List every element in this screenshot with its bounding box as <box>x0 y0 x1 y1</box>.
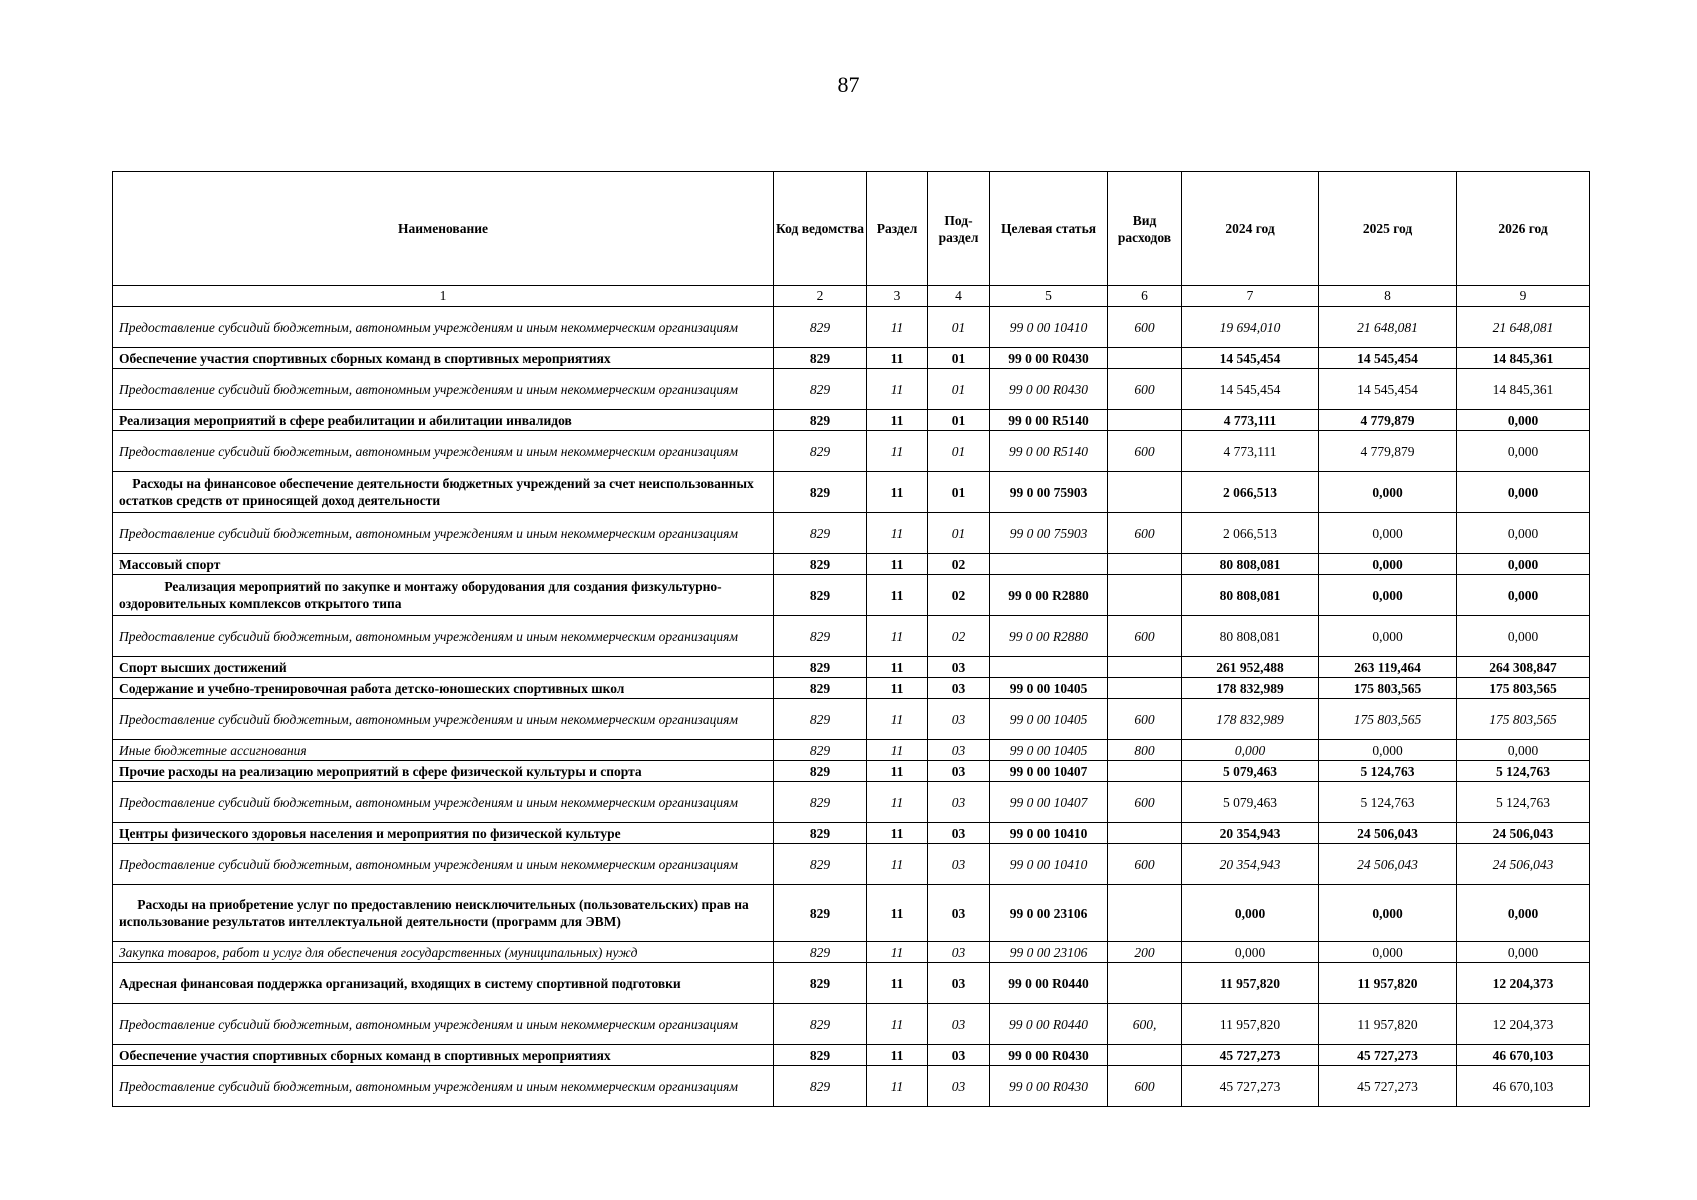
table-row <box>113 782 1590 823</box>
cell-razdel: 11 <box>867 885 928 942</box>
cell-code: 829 <box>774 699 867 740</box>
cell-razdel: 11 <box>867 942 928 963</box>
cell-2024: 14 545,454 <box>1182 369 1319 410</box>
cell-vid: 600 <box>1108 431 1182 472</box>
cell-article: 99 0 00 75903 <box>990 513 1108 554</box>
cell-2026: 175 803,565 <box>1457 699 1590 740</box>
cell-2024: 19 694,010 <box>1182 307 1319 348</box>
cell-razdel: 11 <box>867 699 928 740</box>
cell-vid: 600, <box>1108 1004 1182 1045</box>
cell-podrazdel: 01 <box>928 431 990 472</box>
cell-vid <box>1108 410 1182 431</box>
cell-article: 99 0 00 R0430 <box>990 348 1108 369</box>
cell-2026: 5 124,763 <box>1457 782 1590 823</box>
header-code: Код ведомства <box>774 172 867 286</box>
cell-2024: 11 957,820 <box>1182 1004 1319 1045</box>
cell-vid: 600 <box>1108 844 1182 885</box>
cell-vid: 600 <box>1108 1066 1182 1107</box>
cell-article: 99 0 00 R0430 <box>990 369 1108 410</box>
cell-2025: 0,000 <box>1319 942 1457 963</box>
cell-vid <box>1108 678 1182 699</box>
cell-article: 99 0 00 10410 <box>990 844 1108 885</box>
table-row <box>113 513 1590 554</box>
cell-name: Предоставление субсидий бюджетным, автономным учреждениям и иным некоммерческим организациям <box>113 616 774 657</box>
cell-code: 829 <box>774 761 867 782</box>
cell-2024: 2 066,513 <box>1182 472 1319 513</box>
cell-podrazdel: 03 <box>928 1045 990 1066</box>
table-row <box>113 554 1590 575</box>
cell-2026: 0,000 <box>1457 431 1590 472</box>
cell-article: 99 0 00 10410 <box>990 307 1108 348</box>
page-number: 87 <box>837 72 860 97</box>
table-row <box>113 575 1590 616</box>
cell-2025: 0,000 <box>1319 885 1457 942</box>
cell-2024: 5 079,463 <box>1182 782 1319 823</box>
table-row <box>113 348 1590 369</box>
cell-code: 829 <box>774 678 867 699</box>
cell-razdel: 11 <box>867 657 928 678</box>
cell-razdel: 11 <box>867 575 928 616</box>
cell-name: Обеспечение участия спортивных сборных команд в спортивных мероприятиях <box>113 1045 774 1066</box>
cell-razdel: 11 <box>867 678 928 699</box>
cell-code: 829 <box>774 369 867 410</box>
cell-vid: 600 <box>1108 616 1182 657</box>
cell-vid <box>1108 885 1182 942</box>
cell-2026: 0,000 <box>1457 740 1590 761</box>
header-2024: 2024 год <box>1182 172 1319 286</box>
cell-podrazdel: 03 <box>928 885 990 942</box>
table-row <box>113 678 1590 699</box>
table-body <box>113 307 1590 1107</box>
cell-name: Иные бюджетные ассигнования <box>113 740 774 761</box>
cell-razdel: 11 <box>867 963 928 1004</box>
cell-name: Предоставление субсидий бюджетным, автономным учреждениям и иным некоммерческим организациям <box>113 1004 774 1045</box>
cell-name: Обеспечение участия спортивных сборных команд в спортивных мероприятиях <box>113 348 774 369</box>
cell-2026: 14 845,361 <box>1457 348 1590 369</box>
table-row <box>113 963 1590 1004</box>
cell-2025: 14 545,454 <box>1319 348 1457 369</box>
cell-name: Адресная финансовая поддержка организаций, входящих в систему спортивной подготовки <box>113 963 774 1004</box>
cell-article: 99 0 00 10405 <box>990 699 1108 740</box>
table-row <box>113 1045 1590 1066</box>
column-number: 5 <box>990 286 1108 307</box>
header-article: Целевая статья <box>990 172 1108 286</box>
cell-podrazdel: 01 <box>928 348 990 369</box>
table-row <box>113 1066 1590 1107</box>
cell-article: 99 0 00 10405 <box>990 678 1108 699</box>
cell-name: Предоставление субсидий бюджетным, автономным учреждениям и иным некоммерческим организациям <box>113 699 774 740</box>
cell-podrazdel: 03 <box>928 740 990 761</box>
cell-vid <box>1108 823 1182 844</box>
cell-article: 99 0 00 10405 <box>990 740 1108 761</box>
cell-2025: 11 957,820 <box>1319 963 1457 1004</box>
cell-2025: 5 124,763 <box>1319 761 1457 782</box>
cell-name: Центры физического здоровья населения и мероприятия по физической культуре <box>113 823 774 844</box>
column-number: 9 <box>1457 286 1590 307</box>
cell-code: 829 <box>774 348 867 369</box>
cell-razdel: 11 <box>867 348 928 369</box>
cell-razdel: 11 <box>867 554 928 575</box>
cell-name: Расходы на приобретение услуг по предоставлению неисключительных (пользовательских) прав на использование результатов интеллектуальной деятельности (программ для ЭВМ) <box>113 885 774 942</box>
table-row <box>113 472 1590 513</box>
cell-2024: 0,000 <box>1182 942 1319 963</box>
cell-2025: 21 648,081 <box>1319 307 1457 348</box>
cell-code: 829 <box>774 431 867 472</box>
cell-2026: 24 506,043 <box>1457 844 1590 885</box>
table-row <box>113 844 1590 885</box>
table-row <box>113 740 1590 761</box>
cell-name: Предоставление субсидий бюджетным, автономным учреждениям и иным некоммерческим организациям <box>113 1066 774 1107</box>
column-number: 8 <box>1319 286 1457 307</box>
cell-2024: 0,000 <box>1182 740 1319 761</box>
cell-name: Предоставление субсидий бюджетным, автономным учреждениям и иным некоммерческим организациям <box>113 782 774 823</box>
cell-article: 99 0 00 R5140 <box>990 431 1108 472</box>
cell-podrazdel: 02 <box>928 554 990 575</box>
cell-article: 99 0 00 R5140 <box>990 410 1108 431</box>
header-2025: 2025 год <box>1319 172 1457 286</box>
cell-2026: 0,000 <box>1457 942 1590 963</box>
cell-2026: 0,000 <box>1457 575 1590 616</box>
cell-code: 829 <box>774 782 867 823</box>
cell-name: Массовый спорт <box>113 554 774 575</box>
cell-2024: 4 773,111 <box>1182 431 1319 472</box>
cell-article <box>990 657 1108 678</box>
cell-podrazdel: 03 <box>928 1004 990 1045</box>
cell-podrazdel: 01 <box>928 472 990 513</box>
table-row <box>113 885 1590 942</box>
cell-podrazdel: 03 <box>928 823 990 844</box>
cell-razdel: 11 <box>867 513 928 554</box>
cell-2024: 178 832,989 <box>1182 678 1319 699</box>
table-row <box>113 369 1590 410</box>
cell-code: 829 <box>774 844 867 885</box>
cell-vid: 600 <box>1108 369 1182 410</box>
cell-2025: 0,000 <box>1319 616 1457 657</box>
table-row <box>113 761 1590 782</box>
cell-code: 829 <box>774 740 867 761</box>
cell-code: 829 <box>774 513 867 554</box>
cell-vid <box>1108 761 1182 782</box>
cell-article: 99 0 00 R0440 <box>990 1004 1108 1045</box>
cell-vid <box>1108 1045 1182 1066</box>
cell-2024: 11 957,820 <box>1182 963 1319 1004</box>
column-number: 1 <box>113 286 774 307</box>
cell-2025: 0,000 <box>1319 554 1457 575</box>
cell-name: Содержание и учебно-тренировочная работа детско-юношеских спортивных школ <box>113 678 774 699</box>
cell-2024: 2 066,513 <box>1182 513 1319 554</box>
cell-2024: 80 808,081 <box>1182 554 1319 575</box>
cell-razdel: 11 <box>867 761 928 782</box>
cell-2024: 261 952,488 <box>1182 657 1319 678</box>
cell-vid: 600 <box>1108 307 1182 348</box>
column-number: 3 <box>867 286 928 307</box>
cell-code: 829 <box>774 575 867 616</box>
cell-podrazdel: 03 <box>928 963 990 1004</box>
cell-vid: 600 <box>1108 513 1182 554</box>
cell-name: Расходы на финансовое обеспечение деятельности бюджетных учреждений за счет неиспользованных остатков средств от приносящей доход деятельности <box>113 472 774 513</box>
table-row <box>113 307 1590 348</box>
table-row <box>113 1004 1590 1045</box>
cell-2025: 24 506,043 <box>1319 844 1457 885</box>
cell-2024: 20 354,943 <box>1182 823 1319 844</box>
cell-2024: 5 079,463 <box>1182 761 1319 782</box>
column-number: 6 <box>1108 286 1182 307</box>
cell-article: 99 0 00 R2880 <box>990 575 1108 616</box>
cell-2026: 175 803,565 <box>1457 678 1590 699</box>
cell-2026: 21 648,081 <box>1457 307 1590 348</box>
cell-2025: 4 779,879 <box>1319 431 1457 472</box>
cell-razdel: 11 <box>867 844 928 885</box>
cell-2025: 263 119,464 <box>1319 657 1457 678</box>
cell-vid: 800 <box>1108 740 1182 761</box>
cell-podrazdel: 03 <box>928 657 990 678</box>
cell-code: 829 <box>774 885 867 942</box>
cell-razdel: 11 <box>867 740 928 761</box>
cell-2026: 0,000 <box>1457 472 1590 513</box>
cell-podrazdel: 03 <box>928 678 990 699</box>
cell-2026: 46 670,103 <box>1457 1066 1590 1107</box>
table-row <box>113 699 1590 740</box>
header-row <box>113 172 1590 286</box>
cell-podrazdel: 01 <box>928 513 990 554</box>
cell-podrazdel: 03 <box>928 761 990 782</box>
cell-article: 99 0 00 23106 <box>990 942 1108 963</box>
cell-razdel: 11 <box>867 410 928 431</box>
cell-article: 99 0 00 10410 <box>990 823 1108 844</box>
cell-code: 829 <box>774 616 867 657</box>
cell-razdel: 11 <box>867 369 928 410</box>
cell-code: 829 <box>774 1004 867 1045</box>
header-2026: 2026 год <box>1457 172 1590 286</box>
cell-2026: 264 308,847 <box>1457 657 1590 678</box>
cell-vid <box>1108 575 1182 616</box>
cell-podrazdel: 02 <box>928 616 990 657</box>
cell-article: 99 0 00 R0430 <box>990 1045 1108 1066</box>
cell-article: 99 0 00 R2880 <box>990 616 1108 657</box>
cell-code: 829 <box>774 963 867 1004</box>
cell-razdel: 11 <box>867 823 928 844</box>
cell-razdel: 11 <box>867 1004 928 1045</box>
cell-vid: 200 <box>1108 942 1182 963</box>
cell-podrazdel: 03 <box>928 844 990 885</box>
cell-article: 99 0 00 75903 <box>990 472 1108 513</box>
cell-podrazdel: 01 <box>928 369 990 410</box>
cell-vid: 600 <box>1108 782 1182 823</box>
cell-2026: 0,000 <box>1457 513 1590 554</box>
cell-vid <box>1108 472 1182 513</box>
cell-code: 829 <box>774 307 867 348</box>
column-number: 7 <box>1182 286 1319 307</box>
cell-name: Реализация мероприятий в сфере реабилитации и абилитации инвалидов <box>113 410 774 431</box>
cell-podrazdel: 01 <box>928 307 990 348</box>
cell-code: 829 <box>774 472 867 513</box>
cell-razdel: 11 <box>867 472 928 513</box>
cell-2026: 5 124,763 <box>1457 761 1590 782</box>
cell-2024: 20 354,943 <box>1182 844 1319 885</box>
column-number: 2 <box>774 286 867 307</box>
table-row <box>113 616 1590 657</box>
cell-razdel: 11 <box>867 1066 928 1107</box>
cell-2025: 5 124,763 <box>1319 782 1457 823</box>
cell-2024: 14 545,454 <box>1182 348 1319 369</box>
cell-vid: 600 <box>1108 699 1182 740</box>
cell-2024: 80 808,081 <box>1182 616 1319 657</box>
cell-2024: 45 727,273 <box>1182 1066 1319 1107</box>
cell-2025: 11 957,820 <box>1319 1004 1457 1045</box>
header-name: Наименование <box>113 172 774 286</box>
column-number: 4 <box>928 286 990 307</box>
cell-name: Реализация мероприятий по закупке и монтажу оборудования для создания физкультурно-оздоровительных комплексов открытого типа <box>113 575 774 616</box>
cell-razdel: 11 <box>867 782 928 823</box>
cell-2025: 0,000 <box>1319 740 1457 761</box>
cell-2024: 80 808,081 <box>1182 575 1319 616</box>
cell-2024: 4 773,111 <box>1182 410 1319 431</box>
cell-2025: 45 727,273 <box>1319 1045 1457 1066</box>
cell-article: 99 0 00 R0440 <box>990 963 1108 1004</box>
cell-2026: 24 506,043 <box>1457 823 1590 844</box>
cell-razdel: 11 <box>867 1045 928 1066</box>
cell-2026: 12 204,373 <box>1457 1004 1590 1045</box>
table-row <box>113 823 1590 844</box>
header-vid: Вид расходов <box>1108 172 1182 286</box>
cell-name: Спорт высших достижений <box>113 657 774 678</box>
cell-podrazdel: 03 <box>928 942 990 963</box>
cell-article: 99 0 00 R0430 <box>990 1066 1108 1107</box>
cell-name: Прочие расходы на реализацию мероприятий в сфере физической культуры и спорта <box>113 761 774 782</box>
cell-code: 829 <box>774 657 867 678</box>
cell-2026: 12 204,373 <box>1457 963 1590 1004</box>
cell-code: 829 <box>774 942 867 963</box>
header-podrazdel: Под-раздел <box>928 172 990 286</box>
cell-name: Предоставление субсидий бюджетным, автономным учреждениям и иным некоммерческим организациям <box>113 307 774 348</box>
header-razdel: Раздел <box>867 172 928 286</box>
cell-name: Предоставление субсидий бюджетным, автономным учреждениям и иным некоммерческим организациям <box>113 431 774 472</box>
cell-2026: 0,000 <box>1457 616 1590 657</box>
cell-podrazdel: 03 <box>928 699 990 740</box>
cell-2025: 0,000 <box>1319 513 1457 554</box>
cell-podrazdel: 03 <box>928 1066 990 1107</box>
cell-2025: 0,000 <box>1319 472 1457 513</box>
cell-podrazdel: 03 <box>928 782 990 823</box>
budget-table <box>112 171 1590 1107</box>
cell-2024: 0,000 <box>1182 885 1319 942</box>
cell-2026: 14 845,361 <box>1457 369 1590 410</box>
cell-code: 829 <box>774 554 867 575</box>
cell-podrazdel: 02 <box>928 575 990 616</box>
cell-razdel: 11 <box>867 431 928 472</box>
cell-code: 829 <box>774 1066 867 1107</box>
cell-vid <box>1108 348 1182 369</box>
cell-2026: 0,000 <box>1457 410 1590 431</box>
table-row <box>113 410 1590 431</box>
cell-razdel: 11 <box>867 307 928 348</box>
cell-2025: 4 779,879 <box>1319 410 1457 431</box>
cell-2025: 175 803,565 <box>1319 699 1457 740</box>
table-row <box>113 431 1590 472</box>
cell-2025: 0,000 <box>1319 575 1457 616</box>
cell-2025: 14 545,454 <box>1319 369 1457 410</box>
cell-article: 99 0 00 10407 <box>990 761 1108 782</box>
cell-article: 99 0 00 23106 <box>990 885 1108 942</box>
column-number-row <box>113 286 1590 307</box>
cell-code: 829 <box>774 823 867 844</box>
cell-razdel: 11 <box>867 616 928 657</box>
cell-name: Предоставление субсидий бюджетным, автономным учреждениям и иным некоммерческим организациям <box>113 513 774 554</box>
cell-2025: 175 803,565 <box>1319 678 1457 699</box>
table-row <box>113 942 1590 963</box>
cell-podrazdel: 01 <box>928 410 990 431</box>
cell-2026: 46 670,103 <box>1457 1045 1590 1066</box>
table-row <box>113 657 1590 678</box>
cell-2024: 178 832,989 <box>1182 699 1319 740</box>
cell-vid <box>1108 554 1182 575</box>
cell-2025: 45 727,273 <box>1319 1066 1457 1107</box>
cell-vid <box>1108 963 1182 1004</box>
cell-2026: 0,000 <box>1457 885 1590 942</box>
cell-vid <box>1108 657 1182 678</box>
cell-2025: 24 506,043 <box>1319 823 1457 844</box>
cell-name: Предоставление субсидий бюджетным, автономным учреждениям и иным некоммерческим организациям <box>113 844 774 885</box>
cell-name: Закупка товаров, работ и услуг для обеспечения государственных (муниципальных) нужд <box>113 942 774 963</box>
cell-article <box>990 554 1108 575</box>
cell-name: Предоставление субсидий бюджетным, автономным учреждениям и иным некоммерческим организациям <box>113 369 774 410</box>
cell-code: 829 <box>774 1045 867 1066</box>
cell-2026: 0,000 <box>1457 554 1590 575</box>
cell-article: 99 0 00 10407 <box>990 782 1108 823</box>
cell-2024: 45 727,273 <box>1182 1045 1319 1066</box>
cell-code: 829 <box>774 410 867 431</box>
